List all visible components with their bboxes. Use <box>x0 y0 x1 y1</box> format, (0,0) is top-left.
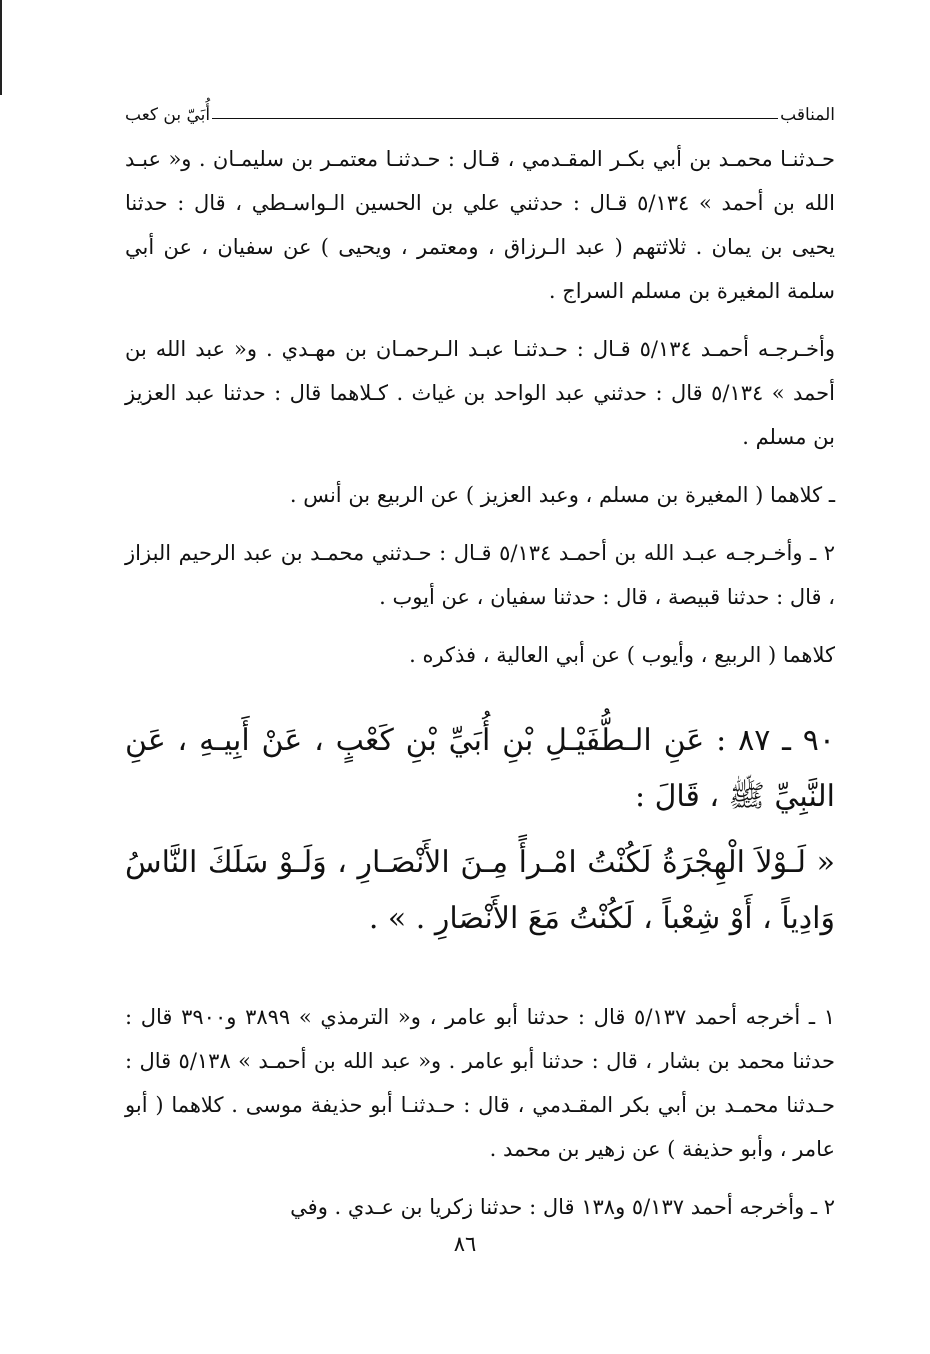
binding-edge-line <box>0 0 2 95</box>
footnote: ١ ـ أخرجه أحمد ٥/١٣٧ قال : حدثنا أبو عامر ، و« الترمذي » ٣٨٩٩ و٣٩٠٠ قال : حدثنا محمد بن بشار ، قال : حدثنا أبو عامر . و« عبد الله بن أحمـد » ٥/١٣٨ قال : حـدثنا محمـد بن أبي بكر المقـدمي ، قال : حـدثنـا أبو حذيفة موسى . كلاهما ( أبو عامر ، وأبو حذيفة ) عن زهير بن محمد . <box>125 1005 836 1161</box>
section-title: أُبَيّ بن كعب <box>125 105 211 125</box>
paragraph: وأخـرجـه أحمـد ٥/١٣٤ قـال : حـدثنـا عبـد الـرحمـان بن مهـدي . و« عبد الله بن أحمد » ٥/١٣٤ قال : حدثني عبد الواحد بن غياث . كـلاهما قال : حدثنا عبد العزيز بن مسلم . <box>125 337 836 449</box>
paragraph: ٢ ـ وأخـرجـه عبـد الله بن أحمـد ٥/١٣٤ قـال : حـدثني محمـد بن عبد الرحيم البزاز ، قال : حدثنا قبيصة ، قال : حدثنا سفيان ، عن أيوب . <box>125 541 835 609</box>
paragraph: كلاهما ( الربيع ، وأيوب ) عن أبي العالية ، فذكره . <box>409 643 835 667</box>
running-header <box>125 95 835 125</box>
chapter-title: المناقب <box>780 105 835 125</box>
paragraph: حـدثنـا محمـد بن أبي بكـر المقـدمي ، قـال : حـدثنـا معتمـر بن سليمـان . و« عبـد الله بن أحمد » ٥/١٣٤ قـال : حدثني علي بن الحسين الـواسـطي ، قال : حدثنا يحيى بن يمان . ثلاثتهم ( عبد الـرزاق ، ومعتمر ، ويحيى ) عن سفيان ، عن أبي سلمة المغيرة بن مسلم السراج . <box>125 147 835 303</box>
header-rule <box>212 118 778 119</box>
hadith-text: « لَـوْلاَ الْهِجْرَةُ لَكُنْتُ امْـرأً مِـنَ الأَنْصَـارِ ، وَلَـوْ سَلَكَ النَّاسُ وَادِياً ، أَوْ شِعْباً ، لَكُنْتُ مَعَ الأَنْصَارِ . » . <box>125 845 835 936</box>
paragraph: ـ كلاهما ( المغيرة بن مسلم ، وعبد العزيز ) عن الربيع بن أنس . <box>289 483 835 507</box>
hadith-header: ٩٠ ـ ٨٧ : عَنِ الـطُّفَيْـلِ بْنِ أُبَيِّ بْنِ كَعْبٍ ، عَنْ أَبِيـهِ ، عَنِ النَّبِيِّ ﷺ ، قَالَ : <box>125 723 835 814</box>
page-number: ٨٦ <box>453 1232 477 1256</box>
footnote: ٢ ـ وأخرجه أحمد ٥/١٣٧ و١٣٨ قال : حدثنا زكريا بن عـدي . وفي <box>290 1195 835 1219</box>
document-page <box>125 95 835 1229</box>
